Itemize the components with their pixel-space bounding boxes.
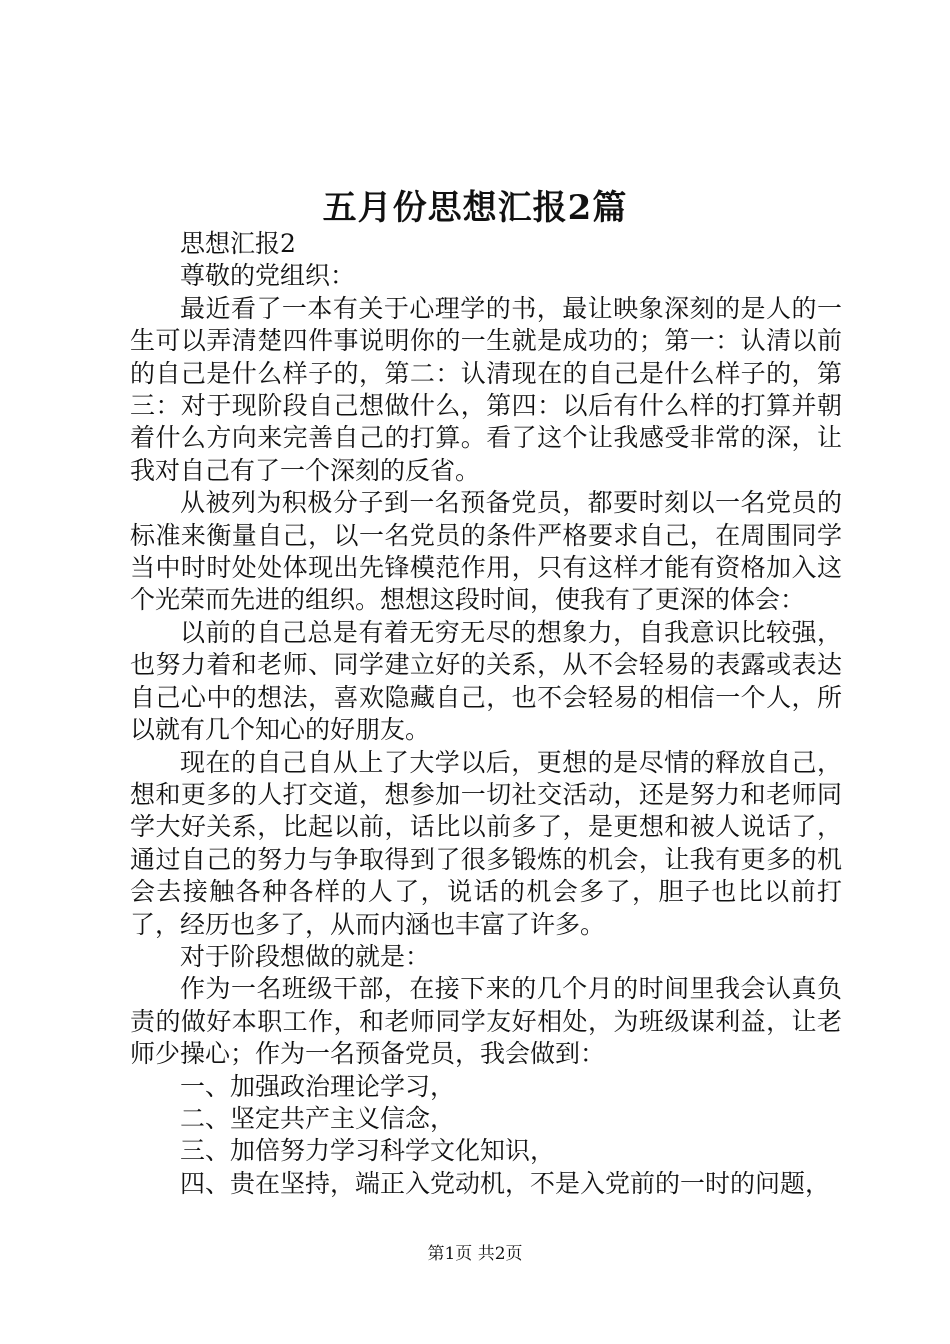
paragraph: 作为一名班级干部，在接下来的几个月的时间里我会认真负责的做好本职工作，和老师同学友好相处，为班级谋利益，让老师少操心；作为一名预备党员，我会做到：	[130, 974, 842, 1069]
document-body	[130, 228, 842, 1200]
paragraph-heading: 思想汇报2	[180, 229, 296, 258]
list-item: 一、加强政治理论学习，	[180, 1071, 456, 1101]
list-item: 三、加倍努力学习科学文化知识，	[180, 1136, 556, 1166]
list-item: 二、坚定共产主义信念，	[180, 1103, 456, 1133]
document-title: 五月份思想汇报2篇	[322, 188, 628, 228]
page-footer: 第1页 共2页	[427, 1244, 523, 1264]
paragraph: 最近看了一本有关于心理学的书，最让映象深刻的是人的一生可以弄清楚四件事说明你的一生就是成功的；第一：认清以前的自己是什么样子的，第二：认清现在的自己是什么样子的，第三：对于现阶段自己想做什么，第四：以后有什么样的打算并朝着什么方向来完善自己的打算。看了这个让我感受非常的深，让我对自己有了一个深刻的反省。	[130, 293, 842, 485]
paragraph-salutation: 尊敬的党组织：	[180, 261, 356, 291]
paragraph: 现在的自己自从上了大学以后，更想的是尽情的释放自己，想和更多的人打交道，想参加一切社交活动，还是努力和老师同学大好关系，比起以前，话比以前多了，是更想和被人说话了，通过自己的努力与争取得到了很多锻炼的机会，让我有更多的机会去接触各种各样的人了，说话的机会多了，胆子也比以前打了，经历也多了，从而内涵也丰富了许多。	[130, 747, 842, 939]
paragraph: 从被列为积极分子到一名预备党员，都要时刻以一名党员的标准来衡量自己，以一名党员的条件严格要求自己，在周围同学当中时时处处体现出先锋模范作用，只有这样才能有资格加入这个光荣而先进的组织。想想这段时间，使我有了更深的体会：	[130, 488, 842, 615]
list-item: 四、贵在坚持，端正入党动机，不是入党前的一时的问题，	[180, 1168, 831, 1198]
paragraph: 对于阶段想做的就是：	[180, 941, 431, 971]
paragraph: 以前的自己总是有着无穷无尽的想象力，自我意识比较强，也努力着和老师、同学建立好的关系，从不会轻易的表露或表达自己心中的想法，喜欢隐藏自己，也不会轻易的相信一个人，所以就有几个知心的好朋友。	[130, 617, 842, 745]
